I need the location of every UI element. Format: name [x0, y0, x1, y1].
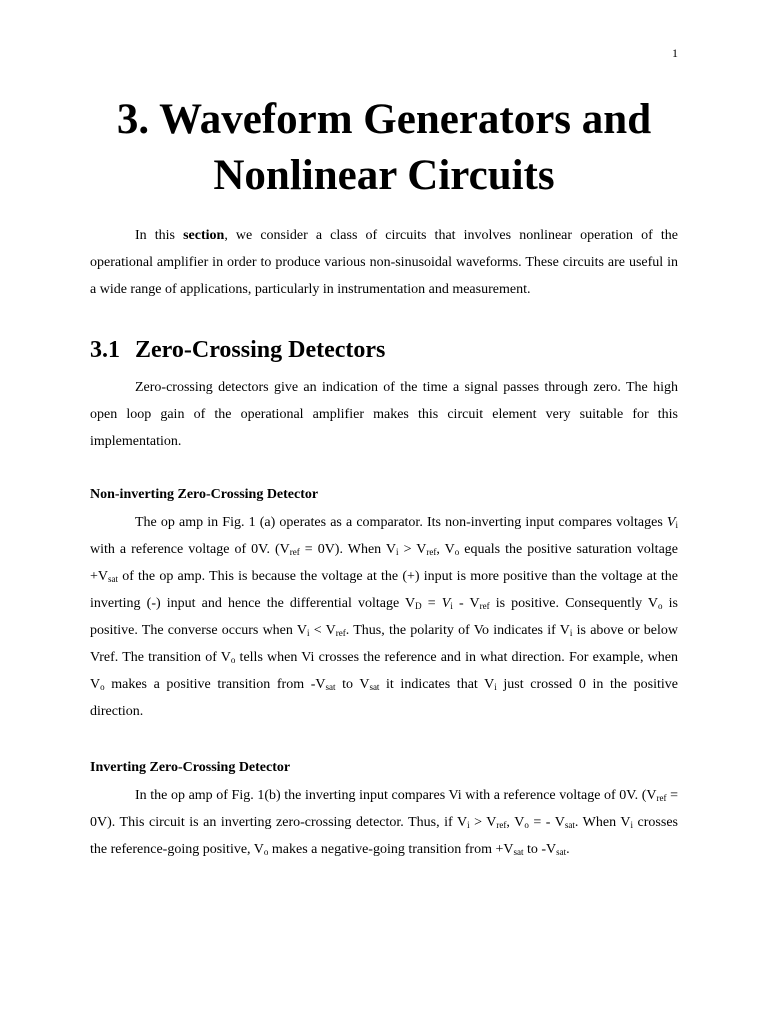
- page-number: 1: [672, 46, 678, 60]
- text-run: to V: [335, 677, 370, 692]
- subscript: ref: [426, 547, 437, 557]
- subscript: o: [658, 601, 663, 611]
- text-run: , V: [436, 542, 455, 557]
- intro-bold-section: section: [183, 228, 225, 243]
- inverting-paragraph: [90, 782, 678, 863]
- subscript: ref: [479, 601, 490, 611]
- subscript: i: [630, 820, 634, 830]
- subscript: o: [454, 547, 460, 557]
- subscript: i: [569, 628, 573, 638]
- text-run: > V: [469, 815, 497, 830]
- text-run: just crossed 0 in the positive direction.: [90, 677, 678, 719]
- subscript: o: [524, 820, 529, 830]
- text-run: < V: [309, 623, 336, 638]
- text-run: equals the positive saturation voltage +V: [90, 542, 678, 584]
- subscript: sat: [325, 682, 336, 692]
- inverting-heading: Inverting Zero-Crossing Detector: [90, 760, 291, 775]
- text-run: - V: [452, 596, 480, 611]
- subscript: ref: [335, 628, 346, 638]
- subscript: ref: [289, 547, 300, 557]
- text-run: .: [566, 842, 570, 857]
- subscript: o: [230, 655, 236, 665]
- text-run: = 0V). When V: [299, 542, 397, 557]
- text-run: =: [421, 596, 442, 611]
- intro-pre: In this: [135, 228, 184, 243]
- symbol-V: V: [441, 596, 451, 611]
- intro-paragraph: [90, 222, 678, 303]
- text-run: , V: [506, 815, 525, 830]
- subscript: i: [306, 628, 310, 638]
- chapter-title-line-2: Nonlinear Circuits: [213, 152, 555, 199]
- text-run: crosses the reference-going positive, V: [90, 815, 678, 857]
- section-number: 3.1: [90, 337, 120, 363]
- text-run: = - V: [528, 815, 565, 830]
- text-run: is positive. The converse occurs when V: [90, 596, 678, 638]
- subscript: sat: [556, 847, 567, 857]
- subscript: sat: [513, 847, 524, 857]
- subscript: o: [100, 682, 105, 692]
- subscript: ref: [496, 820, 507, 830]
- subscript: sat: [108, 574, 119, 584]
- text-run: tells when Vi crosses the reference and in what direction. For example, when V: [90, 650, 678, 692]
- intro-post: , we consider a class of circuits that involves nonlinear operation of the operational amplifier in order to produce various non-sinusoidal waveforms. These circuits are useful in a wide range of applications, particularly in instrumentation and measurement.: [90, 228, 678, 297]
- subscript: i: [450, 601, 453, 611]
- subscript: i: [396, 547, 399, 557]
- subscript: i: [467, 820, 470, 830]
- text-run: . Thus, the polarity of Vo indicates if V: [345, 623, 570, 638]
- subscript: i: [494, 682, 497, 692]
- chapter-title-line-1: 3. Waveform Generators and: [116, 96, 652, 143]
- text-run: of the op amp. This is because the voltage at the (+) input is more positive than the voltage at the inverting (-) input and hence the differential voltage V: [90, 569, 678, 611]
- text-run: makes a negative-going transition from +V: [268, 842, 514, 857]
- text-run: is positive. Consequently V: [489, 596, 659, 611]
- text-run: The op amp in Fig. 1 (a) operates as a comparator. Its non-inverting input compares voltages: [135, 515, 667, 530]
- symbol-V: V: [666, 515, 676, 530]
- subscript: ref: [656, 793, 667, 803]
- section-title: Zero-Crossing Detectors: [135, 337, 386, 363]
- noninverting-paragraph: [90, 509, 678, 725]
- subscript: i: [675, 520, 678, 530]
- chapter-title: [90, 92, 678, 204]
- text-run: is above or below Vref. The transition of V: [90, 623, 678, 665]
- subscript: o: [263, 847, 269, 857]
- text-run: . When V: [574, 815, 631, 830]
- zero-crossing-intro-paragraph: Zero-crossing detectors give an indication of the time a signal passes through zero. The high open loop gain of the operational amplifier makes this circuit element very suitable for this implementation.: [90, 380, 678, 449]
- text-run: with a reference voltage of 0V. (V: [90, 542, 290, 557]
- subscript: D: [415, 601, 422, 611]
- text-run: it indicates that V: [379, 677, 495, 692]
- text-run: makes a positive transition from -V: [104, 677, 326, 692]
- subscript: sat: [369, 682, 380, 692]
- noninverting-heading: Non-inverting Zero-Crossing Detector: [90, 487, 319, 502]
- subscript: sat: [564, 820, 575, 830]
- text-run: = 0V). This circuit is an inverting zero-crossing detector. Thus, if V: [90, 788, 678, 830]
- text-run: > V: [398, 542, 427, 557]
- text-run: In the op amp of Fig. 1(b) the inverting input compares Vi with a reference voltage of 0V. (V: [135, 788, 657, 803]
- section-heading-3-1: [90, 334, 385, 366]
- text-run: to -V: [523, 842, 557, 857]
